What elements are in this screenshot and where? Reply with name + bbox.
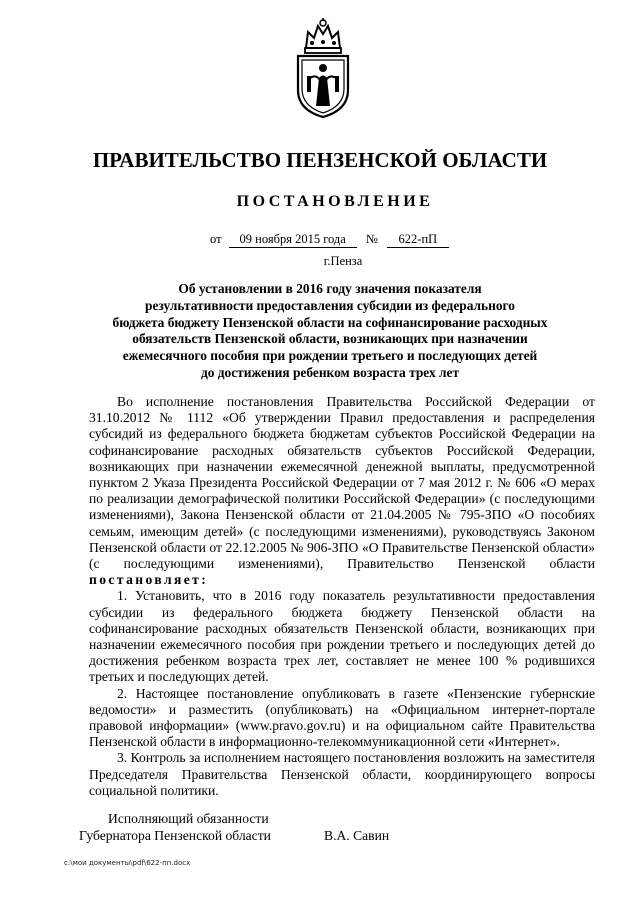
signatory-position-line2: Губернатора Пензенской области: [79, 828, 271, 843]
number-prefix: №: [365, 232, 378, 246]
document-subject: [60, 281, 600, 382]
subject-line: до достижения ребенком возраста трех лет: [200, 364, 460, 380]
city: г.Пенза: [323, 254, 363, 268]
document-type: ПОСТАНОВЛЕНИЕ: [236, 193, 434, 210]
item-2-paragraph: 2. Настоящее постановление опубликовать в газете «Пензенские губернские ведомости» и разместить (опубликовать) на «Официальном интернет-портале правовой информации» (www.pravo.gov.ru) и на официальном сайте Правительства Пензенской области в информационно-телекоммуникационной сети «Интернет».: [89, 685, 595, 750]
subject-line: результативности предоставления субсидии из федерального: [145, 297, 515, 313]
subject-line: бюджета бюджету Пензенской области на софинансирование расходных: [112, 314, 548, 330]
subject-line: ежемесячного пособия при рождении третьего и последующих детей: [122, 348, 538, 364]
coat-of-arms-icon: [292, 18, 354, 118]
subject-line: обязательств Пензенской области, возникающих при назначении: [132, 331, 528, 347]
item-1-paragraph: 1. Установить, что в 2016 году показатель результативности предоставления субсидии из федерального бюджета бюджету Пензенской области на софинансирование расходных обязательств Пензенской области, возникающих при назначении ежемесячного пособия при рождении третьего и последующих детей до достижения ребенком возраста трех лет, составляет не менее 100 % родившихся третьих и последующих детей.: [89, 588, 595, 685]
date-number-line: [210, 232, 449, 248]
government-title: ПРАВИТЕЛЬСТВО ПЕНЗЕНСКОЙ ОБЛАСТИ: [92, 148, 548, 172]
date-prefix: от: [210, 232, 222, 246]
signatory-name: В.А. Савин: [324, 828, 390, 843]
subject-line: Об установлении в 2016 году значения показателя: [178, 281, 482, 296]
signatory-position-line1: Исполняющий обязанности: [108, 811, 269, 826]
resolves-word: постановляет:: [89, 572, 209, 588]
item-3-paragraph: 3. Контроль за исполнением настоящего постановления возложить на заместителя Председателя Правительства Пензенской области, координирующего вопросы социальной политики.: [89, 750, 595, 798]
intro-text: Во исполнение постановления Правительства Российской Федерации от 31.10.2012 № 1112 «Об утверждении Правил предоставления и распределения субсидий из федерального бюджета бюджетам субъектов Российской Федерации на софинансирование расходных обязательств субъектов Российской Федерации, возникающих при назначении ежемесячной денежной выплаты, предусмотренной пунктом 2 Указа Президента Российской Федерации от 7 мая 2012 г. № 606 «О мерах по реализации демографической политики Российской Федерации» (с последующими изменениями), Закона Пензенской области от 21.04.2005 № 795-ЗПО «О пособиях семьям, имеющим детей» (с последующими изменениями), руководствуясь Законом Пензенской области от 22.12.2005 № 906-ЗПО «О Правительстве Пензенской области» (с последующими изменениями), Правительство Пензенской области: [89, 394, 595, 572]
document-date: 09 ноября 2015 года: [229, 232, 357, 248]
file-path-footer: c:\мои документы\pdf\622-пп.docx: [64, 859, 191, 867]
document-body: [89, 394, 595, 799]
intro-paragraph: [89, 394, 595, 588]
document-number: 622-пП: [387, 232, 449, 248]
